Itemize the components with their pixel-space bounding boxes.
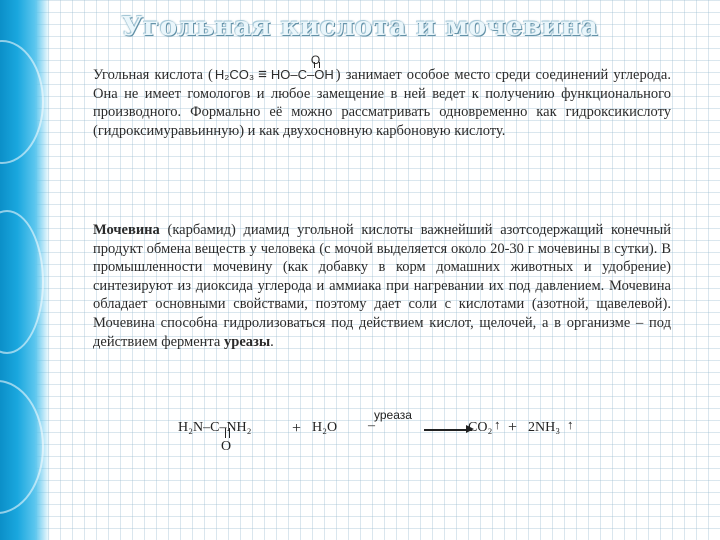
urea-text: (карбамид) диамид угольной кислоты важнейший азотсодержащий конечный продукт обмена веществ у человека (с мочой выделяется около 20-30 г мочевины в сутки). В промышленности мочевину (как добавку в корм домашних животных и удобрение) синтезируют из диоксида углерода и аммиака при нагревании их под давлением. Мочевина обладает основными свойствами, поэтому дает соли с кислотами (азотной, щавелевой). Мочевина способна гидролизоваться под действием кислот, щелочей, а в организме – под действием фермента xyxy=(93,222,671,350)
reaction-arrow xyxy=(424,429,472,431)
carbonic-acid-lead: Угольная кислота ( xyxy=(93,67,213,83)
carbonic-acid-formula xyxy=(213,53,336,85)
formula-oxygen: O xyxy=(310,53,321,67)
decorative-arc xyxy=(0,40,44,164)
double-bond xyxy=(314,62,320,68)
urea-text-end: . xyxy=(270,333,274,350)
reactant-water: H₂O xyxy=(312,420,338,435)
decorative-arc xyxy=(0,210,44,354)
dash-sign: – xyxy=(368,418,375,433)
formula-left: H₂CO₃ xyxy=(214,67,255,82)
reactant-urea: H₂N–C–NH₂ xyxy=(178,420,252,435)
gas-up-arrow: ↑ xyxy=(567,417,574,432)
slide-title: Угольная кислота и мочевина xyxy=(121,12,599,42)
decorative-arc xyxy=(0,380,44,514)
enzyme-name: уреазы xyxy=(224,333,271,350)
plus-sign: + xyxy=(508,419,518,436)
paragraph-urea xyxy=(93,221,671,351)
catalyst-label: уреаза xyxy=(374,408,412,422)
decorative-sidebar xyxy=(0,0,50,540)
carbonyl-double-bond xyxy=(225,428,230,438)
paragraph-carbonic-acid xyxy=(93,53,671,140)
carbonic-acid-text: ) занимает особое место среди соединений углерода. Она не имеет гомологов и любое замещение в ней ведет к получению функционального производного. Формально её можно рассматривать одновременно как гидроксикислоту (гидроксимуравьинную) и как двухосновную карбоновую кислоту. xyxy=(93,67,671,139)
product-co2: CO₂ xyxy=(468,420,493,435)
urea-hydrolysis-reaction xyxy=(178,408,598,458)
plus-sign: + xyxy=(292,420,302,437)
reactant-urea-oxygen: O xyxy=(221,439,232,454)
gas-up-arrow: ↑ xyxy=(494,417,501,432)
product-ammonia: 2NH₃ xyxy=(528,420,561,435)
urea-term: Мочевина xyxy=(93,222,160,238)
formula-equiv: ≡ xyxy=(258,66,267,83)
formula-right: HO–C–OH xyxy=(270,67,334,82)
